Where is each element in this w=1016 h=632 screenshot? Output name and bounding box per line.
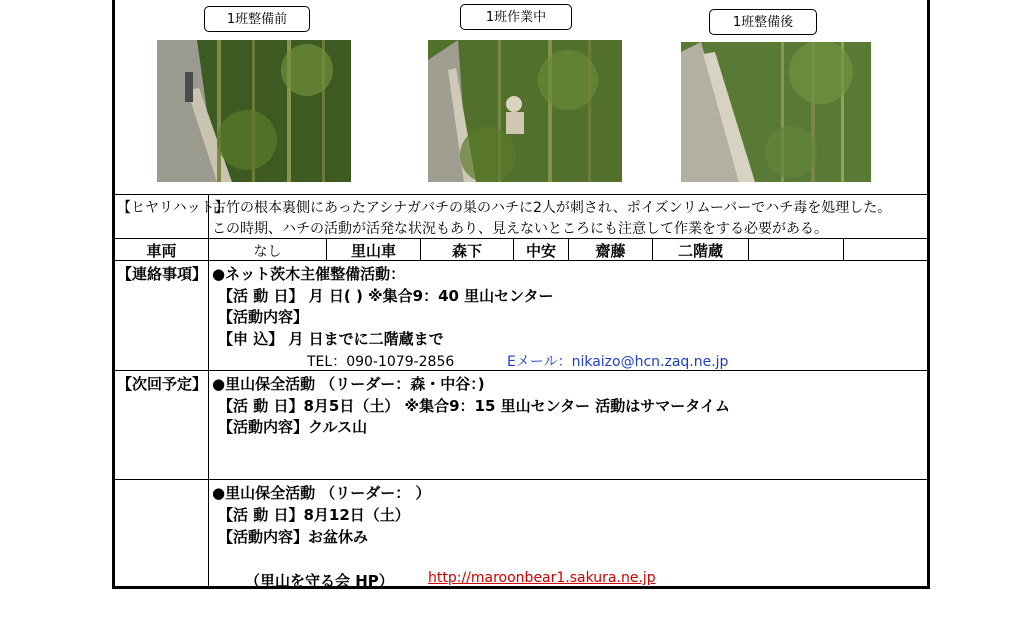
next-act1-title: ●里山保全活動 （リーダー：森・中谷：)	[212, 375, 485, 393]
caption-before: 1班整備前	[204, 6, 310, 32]
hiyari-text-line2: この時期、ハチの活動が活発な状況もあり、見えないところにも注意して作業をする必要がある。	[212, 221, 828, 237]
activity-report-sheet	[112, 0, 930, 589]
hp-link[interactable]: http://maroonbear1.sakura.ne.jp	[428, 570, 656, 586]
vehicle-cell: 中安	[525, 242, 556, 260]
vehicle-cell: 里山車	[350, 242, 396, 260]
hp-label: （里山を守る会 HP）	[245, 572, 394, 590]
caption-after: 1班整備後	[709, 9, 817, 35]
vehicle-cell: 二階蔵	[677, 242, 723, 260]
contact-content-line: 【活動内容】	[218, 308, 309, 326]
photo-during	[428, 40, 622, 182]
hiyari-label: 【ヒヤリハット】	[117, 200, 229, 216]
contact-tel: TEL：090-1079-2856	[307, 354, 455, 370]
vehicle-label: 車両	[146, 242, 177, 260]
photo-before	[157, 40, 351, 182]
next-act1-content: 【活動内容】クルス山	[218, 418, 368, 436]
next-act1-date: 【活 動 日】8月5日（土） ※集合9：15 里山センター 活動はサマータイム	[218, 397, 730, 415]
contact-label: 【連絡事項】	[117, 265, 208, 283]
photo-section	[115, 0, 927, 194]
contact-title: ●ネット茨木主催整備活動：	[212, 265, 406, 283]
caption-during: 1班作業中	[460, 4, 572, 30]
vehicle-cell: 齋藤	[595, 242, 626, 260]
contact-date-line: 【活 動 日】 月 日( ) ※集合9：40 里山センター	[218, 287, 554, 305]
contact-apply-line: 【申 込】 月 日までに二階蔵まで	[218, 330, 444, 348]
vehicle-cell: なし	[253, 244, 282, 260]
vehicle-cell: 森下	[451, 242, 482, 260]
next-act2-content: 【活動内容】お盆休み	[218, 528, 369, 546]
hiyari-text-line1: 古竹の根本裏側にあったアシナガバチの巣のハチに2人が刺され、ポイズンリムーバーでハチ毒を処理した。	[212, 200, 892, 216]
next-act2-date: 【活 動 日】8月12日（土）	[218, 506, 410, 524]
photo-after	[681, 42, 871, 182]
next-act2-title: ●里山保全活動 （リーダー： ）	[212, 484, 431, 502]
next-label: 【次回予定】	[117, 375, 208, 393]
contact-email[interactable]: Eメール：nikaizo@hcn.zaq.ne.jp	[507, 354, 729, 370]
